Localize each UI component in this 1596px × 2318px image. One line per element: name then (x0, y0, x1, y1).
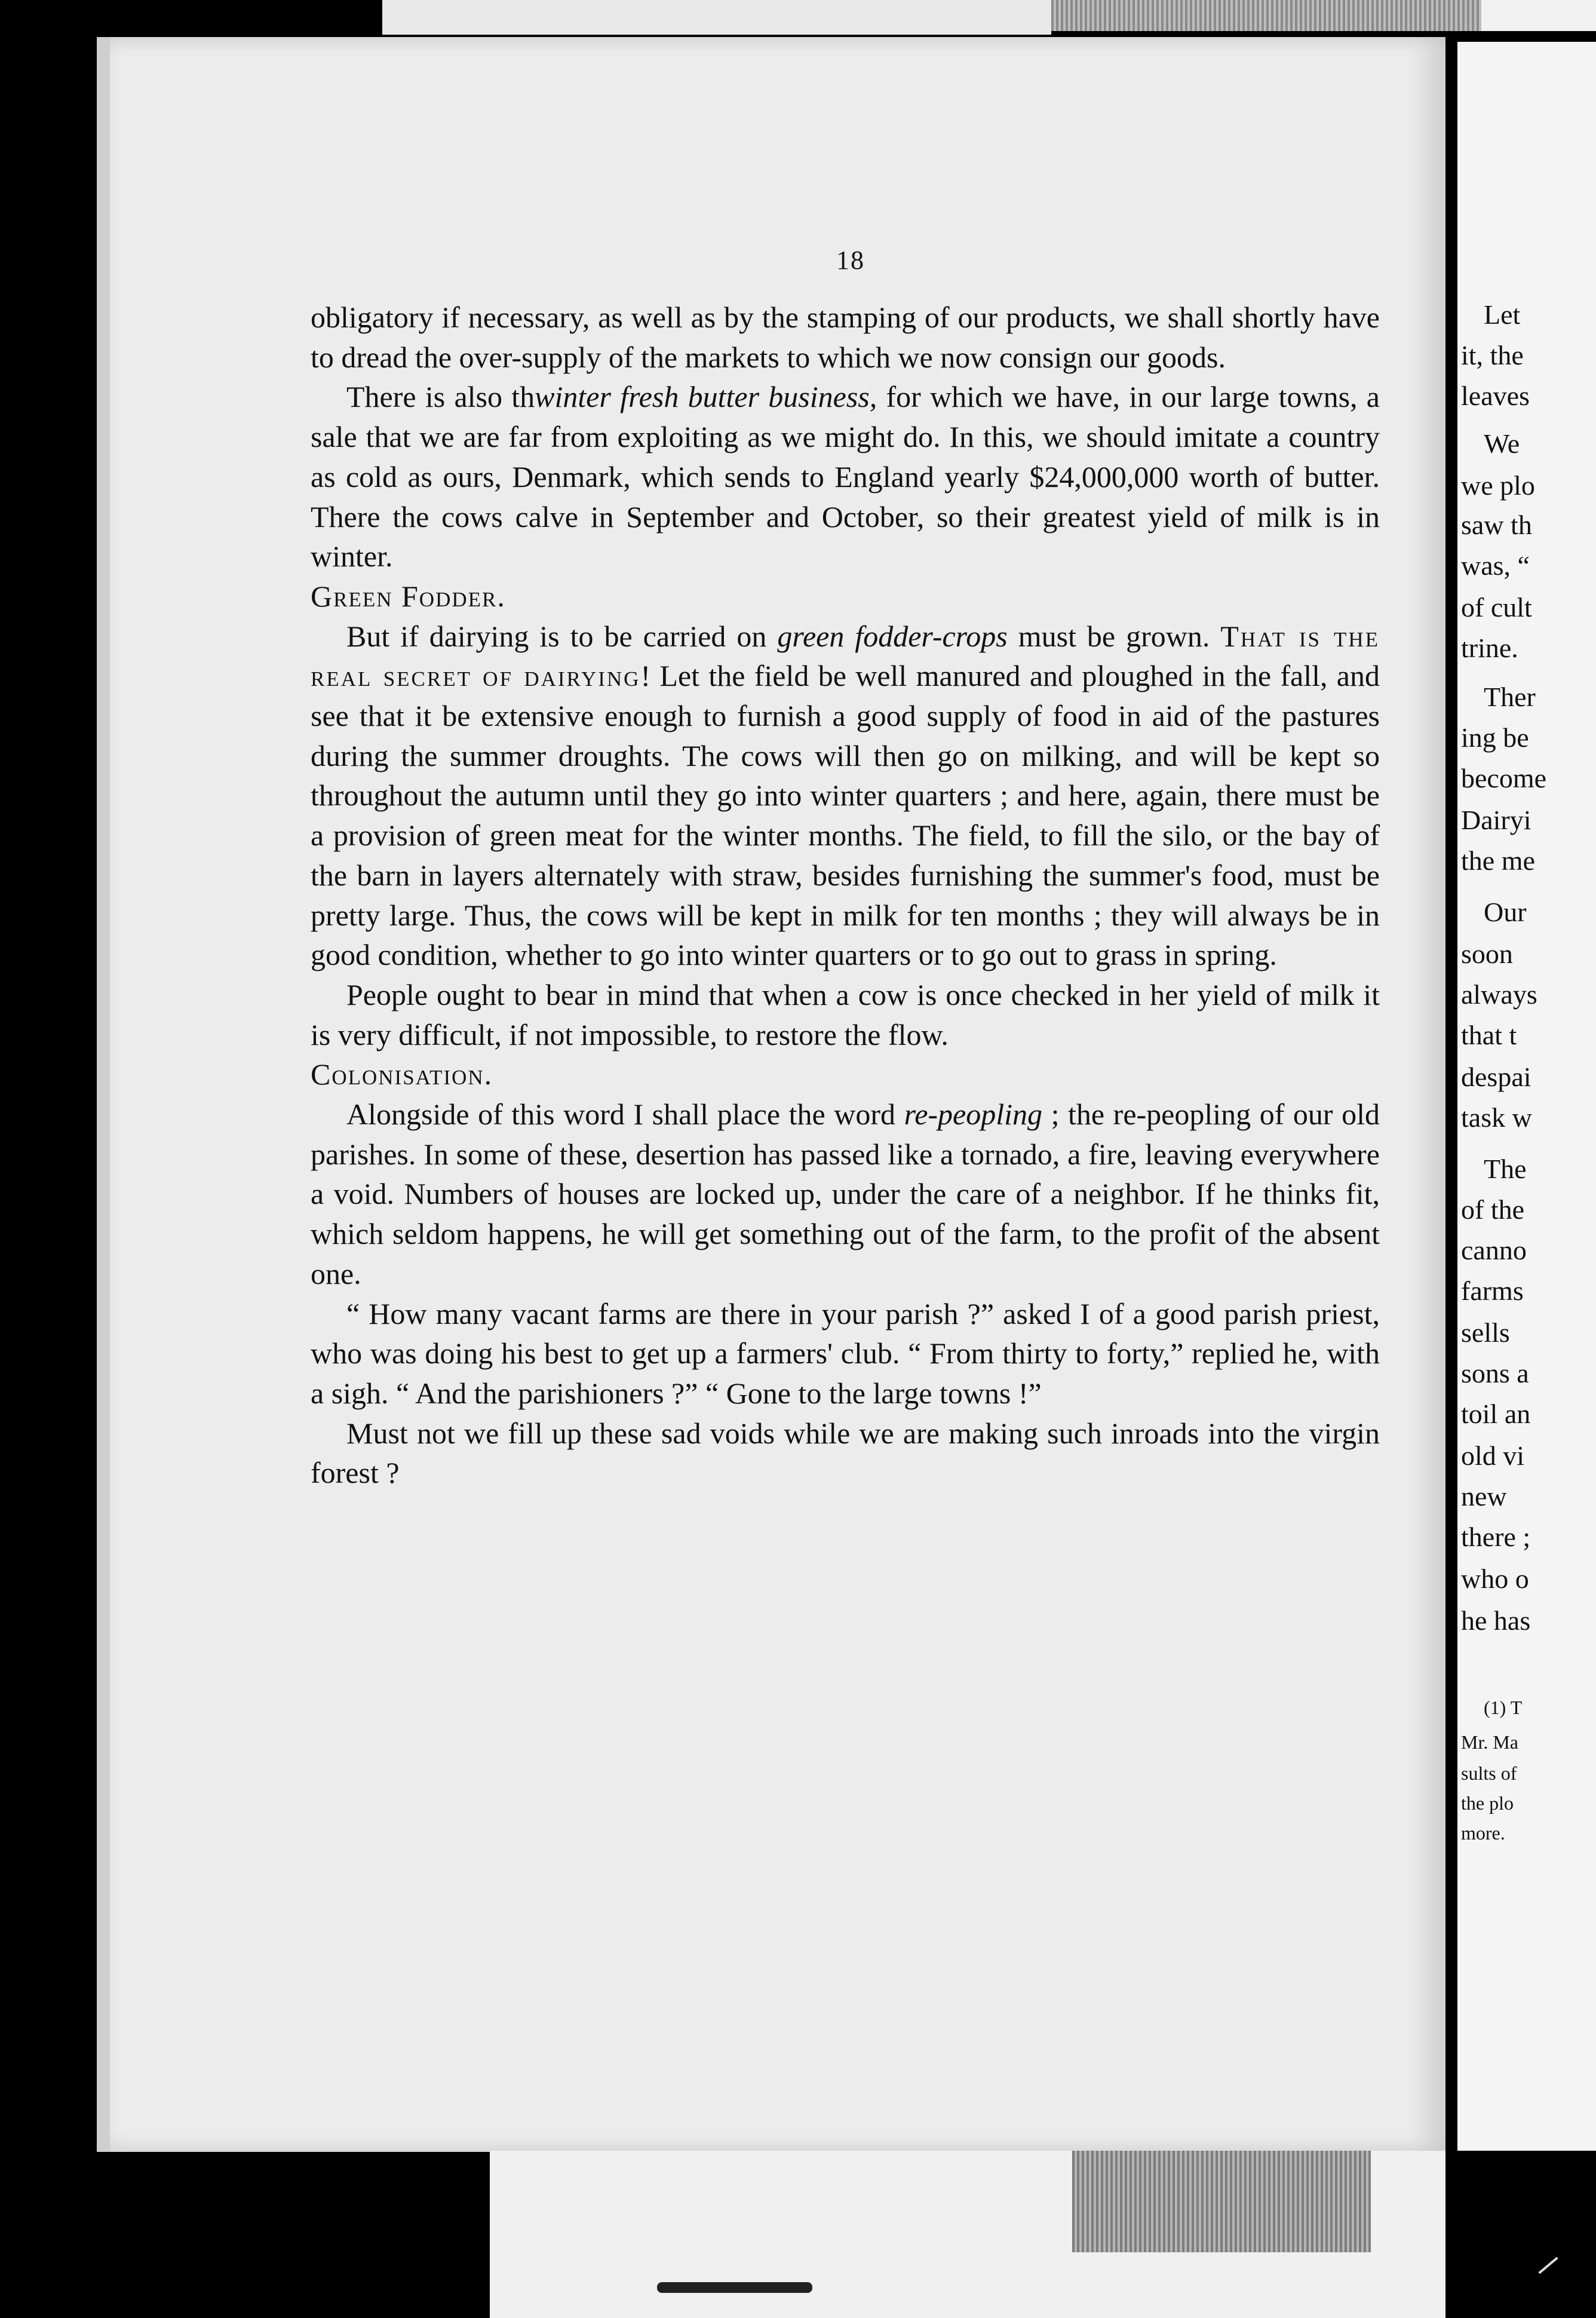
adjacent-page-footnote: (1) T (1484, 1697, 1523, 1718)
page-body (311, 298, 1380, 1493)
adjacent-page-line: We (1484, 428, 1520, 459)
page-number: 18 (836, 246, 865, 275)
adjacent-page-line: he has (1461, 1605, 1531, 1636)
adjacent-page-line: who o (1461, 1563, 1529, 1594)
adjacent-page-line: the me (1461, 845, 1535, 876)
adjacent-page-line: despai (1461, 1062, 1531, 1092)
adjacent-page-line: new (1461, 1481, 1507, 1511)
scratch-mark (1538, 2257, 1558, 2274)
adjacent-page-line: ing be (1461, 722, 1529, 753)
adjacent-page-line: canno (1461, 1235, 1527, 1265)
adjacent-page-line: leaves (1461, 381, 1530, 411)
binding-cloth-top (1051, 0, 1481, 31)
adjacent-page-line: toil an (1461, 1399, 1531, 1429)
adjacent-page-line: that t (1461, 1020, 1517, 1050)
adjacent-page-line: saw th (1461, 510, 1532, 540)
paragraph: obligatory if necessary, as well as by the stamping of our products, we shall shortly have to dread the over-supply of the markets to which we now consign our goods. (311, 301, 1380, 374)
binding-cloth-bottom (1072, 2151, 1371, 2252)
adjacent-page-line: there ; (1461, 1522, 1531, 1552)
adjacent-page-line: Our (1484, 897, 1527, 927)
adjacent-page-line: it, the (1461, 340, 1524, 370)
adjacent-page-top-strip (382, 0, 1051, 35)
adjacent-page (1457, 42, 1596, 2151)
adjacent-page-footnote: sults of (1461, 1762, 1517, 1784)
adjacent-page-line: of the (1461, 1194, 1525, 1225)
adjacent-page-line: we plo (1461, 470, 1535, 501)
page-fragment (657, 2282, 812, 2293)
adjacent-page-line: sells (1461, 1317, 1510, 1348)
page-left-edge (97, 37, 110, 2152)
paragraph: Alongside of this word I shall place the word re-peopling ; the re-peopling of our old parishes. In some of these, desertion has passed like a tornado, a fire, leaving everywhere a void. Numbers of houses are locked up, under the care of a neighbor. If he thinks fit, which seldom happens, he will get something out of the farm, to the profit of the absent one. (311, 1097, 1380, 1290)
paragraph: Must not we fill up these sad voids while we are making such inroads into the virgin forest ? (311, 1416, 1380, 1490)
adjacent-page-line: farms (1461, 1275, 1524, 1306)
adjacent-page-line: Let (1484, 299, 1521, 330)
adjacent-page-line: was, “ (1461, 550, 1530, 581)
adjacent-page-line: always (1461, 979, 1537, 1010)
adjacent-page-line: task w (1461, 1102, 1532, 1133)
adjacent-page-line: trine. (1461, 633, 1518, 663)
adjacent-page-top-right (1481, 0, 1596, 31)
adjacent-page-line: sons a (1461, 1358, 1529, 1388)
section-heading-green-fodder: Green Fodder. (311, 579, 506, 613)
paragraph: There is also thwinter fresh butter business, for which we have, in our large towns, a sale that we are far from exploiting as we might do. In this, we should imitate a country as cold as ours, Denmark, which sends to England yearly $24,000,000 worth of butter. There the cows calve in September and October, so their greatest yield of milk is in winter. (311, 380, 1380, 574)
paragraph: But if dairying is to be carried on green fodder-crops must be grown. That is the real secret of dairying! Let the field be well manured and ploughed in the fall, and see that it be extensive enough to furnish a good supply of food in aid of the pastures during the summer droughts. The cows will then go on milking, and will be kept so throughout the autumn until they go into winter quarters ; and here, again, there must be a provision of green meat for the winter months. The field, to fill the silo, or the bay of the barn in layers alternately with straw, besides furnishing the summer's food, must be pretty large. Thus, the cows will be kept in milk for ten months ; they will always be in good condition, whether to go into winter quarters or to go out to grass in spring. (311, 619, 1380, 972)
adjacent-page-line: Ther (1484, 682, 1536, 712)
paragraph: People ought to bear in mind that when a cow is once checked in her yield of milk it is very difficult, if not impossible, to restore the flow. (311, 977, 1380, 1051)
adjacent-page-line: soon (1461, 939, 1513, 969)
adjacent-page-line: old vi (1461, 1440, 1525, 1471)
adjacent-page-line: Dairyi (1461, 805, 1531, 835)
adjacent-page-line: of cult (1461, 592, 1532, 623)
section-heading-colonisation: Colonisation. (311, 1057, 493, 1091)
paragraph: “ How many vacant farms are there in your parish ?” asked I of a good parish priest, who was doing his best to get up a farmers' club. “ From thirty to forty,” replied he, with a sigh. “ And the parishioners ?” “ Gone to the large towns !” (311, 1296, 1380, 1410)
adjacent-page-footnote: Mr. Ma (1461, 1731, 1518, 1753)
adjacent-page-footnote: the plo (1461, 1792, 1514, 1814)
adjacent-page-line: The (1484, 1154, 1527, 1184)
adjacent-page-footnote: more. (1461, 1822, 1505, 1844)
adjacent-page-line: become (1461, 763, 1547, 793)
